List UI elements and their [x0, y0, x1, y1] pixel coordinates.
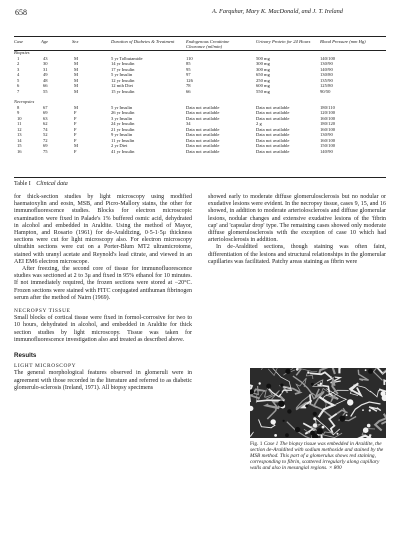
cell-age: 30: [43, 61, 48, 66]
cell-age: 69: [43, 143, 48, 148]
cell-sex: F: [74, 132, 77, 137]
cell-bp: 130/90: [320, 132, 333, 137]
cell-case: 3: [17, 66, 20, 72]
cell-age: 75: [43, 148, 48, 154]
cell-protein: Data not available: [256, 148, 290, 154]
cell-duration: 2 yr Diet: [111, 143, 128, 148]
cell-sex: M: [74, 104, 79, 110]
cell-protein: Data not available: [256, 115, 290, 121]
results-paragraph-2: In de-Araldited sections, though staining was often faint, differentiation of the lesions and structural relationships in the glomerular capillaries was facilitated. Patchy areas staining as fibrin were: [208, 244, 386, 265]
cell-case: 13: [17, 132, 22, 137]
cell-duration: 12 yr Insulin: [111, 77, 135, 83]
cell-bp: 90/50: [320, 88, 331, 94]
cell-bp: 150/100: [320, 143, 336, 148]
cell-creatinine: 85: [186, 61, 191, 66]
cell-case: 12: [17, 126, 22, 132]
cell-creatinine: 78: [186, 83, 191, 88]
cell-protein: Data not available: [256, 137, 290, 143]
methods-paragraph-1: for thick-section studies by light microscopy using modified haematoxylin and eosin, MSB, and Picro-Mallory stains, the other for immunofluorescence studies. Blocks for electron microscopic examination were fixed in Palade's 1% buffered osmic acid, dehydrated in alcohol and embedded in Araldite. Using the method of Mayor, Hampton, and Rosario (1961) for de-Araldizing, 0·5-1·5μ thickness sections were cut for light microscopy also. For electron microscopy ultrathin sections were cut on a Porter-Blum MT2 ultramicrotome, stained with uranyl acetate and Reynold's lead citrate, and viewed in an AEI EM6 electron microscope.: [14, 194, 192, 265]
cell-creatinine: Data not available: [186, 110, 220, 115]
cell-bp: 140/100: [320, 55, 336, 61]
cell-duration: 5 yr Tolbutamide: [111, 55, 143, 61]
cell-case: 14: [17, 137, 22, 143]
cell-creatinine: Data not available: [186, 137, 220, 143]
cell-case: 5: [17, 77, 20, 83]
cell-protein: Data not available: [256, 110, 290, 115]
cell-creatinine: Data not available: [186, 104, 220, 110]
col-bp: Blood Pressure (mm Hg): [320, 39, 366, 44]
cell-bp: 120/100: [320, 110, 336, 115]
cell-sex: M: [74, 143, 79, 148]
cell-case: 4: [17, 72, 20, 77]
cell-creatinine: Data not available: [186, 132, 220, 137]
cell-duration: 21 yr Insulin: [111, 126, 135, 132]
col-creatinine: Endogenous Creatinine Clearance (ml/min): [186, 39, 230, 50]
cell-sex: M: [74, 66, 79, 72]
cell-duration: 5 yr Insulin: [111, 104, 133, 110]
running-head: A. Farquhar, Mary K. MacDonald, and J. T. Ireland: [212, 8, 343, 15]
figure-caption-text: Case 1 The biopsy tissue was embedded in Araldite, the section de-Araldited with sodium methoxide and stained by the MSB method. This part of a glomerulus shows red staining, corresponding to fibrin, scattered irregularly along capillary walls and also in mesangial regions. × 800: [250, 441, 384, 472]
cell-bp: 160/100: [320, 137, 336, 143]
cell-age: 43: [43, 55, 48, 61]
cell-case: 7: [17, 88, 20, 94]
figure-caption: [250, 441, 386, 471]
cell-protein: 2 g: [256, 121, 262, 126]
cell-age: 31: [43, 66, 48, 72]
cell-duration: 5 yr Insulin: [111, 72, 133, 77]
cell-creatinine: 66: [186, 88, 191, 94]
cell-duration: 9 yr Insulin: [111, 132, 133, 137]
methods-paragraph-2: After freezing, the second core of tissue for immunofluorescence studies was sectioned at 2 to 3μ and fixed in 95% ethanol for 10 minutes. If not immediately required, the frozen sections were stored at −20°C. Frozen sections were stained with FITC conjugated antihuman fibrinogen serum after the method of Nairn (1969).: [14, 266, 192, 301]
cell-protein: 550 mg: [256, 88, 270, 94]
cell-case: 1: [17, 55, 20, 61]
cell-sex: F: [74, 148, 77, 154]
cell-age: 67: [43, 104, 48, 110]
cell-creatinine: 126: [186, 77, 193, 83]
cell-sex: F: [74, 115, 77, 121]
cell-sex: M: [74, 61, 79, 66]
cell-age: 55: [43, 88, 48, 94]
page-number: 658: [15, 8, 27, 17]
col-duration: Duration of Diabetes & Treatment: [111, 39, 175, 44]
cell-sex: M: [74, 55, 79, 61]
cell-protein: 250 mg: [256, 77, 270, 83]
table-group-heading: Biopsies: [14, 50, 30, 55]
cell-sex: M: [74, 88, 79, 94]
cell-duration: 12 mth Diet: [111, 83, 133, 88]
light-microscopy-heading: LIGHT MICROSCOPY: [14, 363, 77, 370]
cell-case: 11: [17, 121, 22, 126]
col-protein: Urinary Protein for 24 Hours: [256, 39, 311, 44]
cell-sex: M: [74, 83, 79, 88]
cell-age: 72: [43, 137, 48, 143]
cell-creatinine: Data not available: [186, 143, 220, 148]
cell-age: 69: [43, 110, 48, 115]
cell-protein: Data not available: [256, 104, 290, 110]
cell-bp: 130/80: [320, 72, 333, 77]
cell-bp: 125/80: [320, 83, 333, 88]
cell-duration: 3 yr Insulin: [111, 115, 133, 121]
cell-case: 16: [17, 148, 22, 154]
cell-protein: Data not available: [256, 132, 290, 137]
micrograph-figure: [250, 368, 386, 438]
cell-age: 66: [43, 83, 48, 88]
cell-bp: 140/90: [320, 66, 333, 72]
cell-bp: 180/110: [320, 104, 335, 110]
cell-creatinine: Data not available: [186, 115, 220, 121]
cell-bp: 160/100: [320, 126, 336, 132]
cell-age: 49: [43, 72, 48, 77]
cell-sex: F: [74, 110, 77, 115]
cell-protein: 650 mg: [256, 72, 270, 77]
table-row: [14, 149, 386, 155]
cell-sex: F: [74, 137, 77, 143]
cell-age: 48: [43, 77, 48, 83]
clinical-data-table: [14, 50, 386, 154]
cell-creatinine: 95: [186, 66, 191, 72]
cell-creatinine: 110: [186, 55, 193, 61]
cell-case: 9: [17, 110, 20, 115]
cell-case: 15: [17, 143, 22, 148]
table-row: [14, 89, 386, 95]
necropsy-tissue-heading: NECROPSY TISSUE: [14, 308, 71, 315]
cell-protein: 300 mg: [256, 61, 270, 66]
col-age: Age: [41, 39, 49, 44]
cell-case: 6: [17, 83, 20, 88]
cell-duration: 41 yr Insulin: [111, 148, 135, 154]
cell-age: 74: [43, 126, 48, 132]
cell-bp: 180/120: [320, 121, 336, 126]
cell-duration: 17 yr Insulin: [111, 66, 135, 72]
cell-age: 52: [43, 132, 48, 137]
cell-sex: F: [74, 121, 77, 126]
left-column: [14, 194, 192, 392]
table-caption-title: Clinical data: [36, 181, 68, 187]
cell-bp: 135/90: [320, 77, 333, 83]
cell-sex: F: [74, 126, 77, 132]
table-bottom-rule: [14, 177, 386, 178]
cell-bp: 160/100: [320, 115, 336, 121]
cell-sex: M: [74, 72, 79, 77]
cell-protein: 300 mg: [256, 66, 270, 72]
col-sex: Sex: [72, 39, 79, 44]
cell-age: 62: [43, 121, 48, 126]
right-column: [208, 194, 386, 266]
cell-duration: 14 yr Insulin: [111, 61, 135, 66]
cell-protein: Data not available: [256, 143, 290, 148]
cell-protein: Data not available: [256, 126, 290, 132]
results-heading: Results: [14, 352, 37, 360]
cell-case: 10: [17, 115, 22, 121]
cell-creatinine: Data not available: [186, 126, 220, 132]
cell-bp: 130/90: [320, 61, 333, 66]
cell-creatinine: Data not available: [186, 148, 220, 154]
cell-creatinine: 97: [186, 72, 191, 77]
cell-duration: 11 yr Insulin: [111, 137, 135, 143]
necropsy-paragraph: Small blocks of cortical tissue were fixed in formol-corrosive for two to 10 hours, dehydrated in alcohol, and embedded in Araldite for thick section studies by light microscopy. Tissue was taken for immunofluorescence investigation also and treated as described above.: [14, 315, 192, 343]
cell-sex: M: [74, 77, 79, 83]
cell-protein: 500 mg: [256, 55, 270, 61]
cell-duration: 15 yr Insulin: [111, 88, 135, 94]
figure-label: Fig. 1: [250, 441, 263, 447]
cell-case: 8: [17, 104, 20, 110]
cell-protein: 600 mg: [256, 83, 270, 88]
table-top-rule: [14, 36, 386, 37]
cell-bp: 140/90: [320, 148, 333, 154]
cell-creatinine: 34: [186, 121, 191, 126]
cell-age: 63: [43, 115, 48, 121]
light-microscopy-paragraph: The general morphological features observed in glomeruli were in agreement with those recorded in the literature and referred to as diabetic glomerulo-sclerosis (Ireland, 1971). All biopsy specimens: [14, 370, 192, 391]
cell-duration: 26 yr Insulin: [111, 110, 135, 115]
cell-duration: 24 yr Insulin: [111, 121, 135, 126]
table-caption: [14, 181, 68, 187]
table-group-heading: Necropsies: [14, 99, 35, 104]
cell-case: 2: [17, 61, 20, 66]
col-case: Case: [14, 39, 24, 44]
table-caption-label: Table I: [14, 181, 31, 187]
results-paragraph-1: showed early to moderate diffuse glomerulosclerosis but no nodular or exudative lesions were evident. In the necropsy tissue, cases 9, 15, and 16 showed, in addition to moderate arteriolosclerosis and diffuse glomerular lesions, nodular changes and extensive exudative lesions of the 'fibrin cap' and 'capsular drop' type. The remaining cases showed only moderate diffuse glomerulosclerosis with the exception of case 10 which had arteriolosclerosis in addition.: [208, 194, 386, 244]
